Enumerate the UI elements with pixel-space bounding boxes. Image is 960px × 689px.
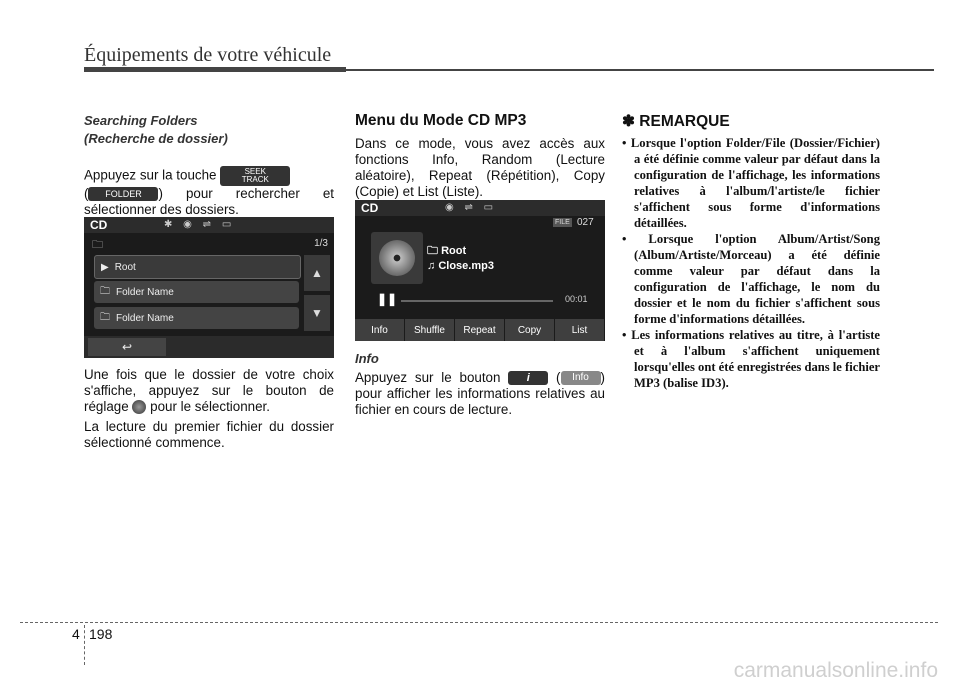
list-item: • Les informations relatives au titre, à l'artiste et à l'album s'affichent uniquement lorsqu'elles ont été enregistrées dans le fichier MP3 (balise ID3).: [622, 328, 881, 390]
header-bar: [84, 67, 346, 72]
info-soft-button: Info: [561, 371, 601, 385]
list-item: • Lorsque l'option Album/Artist/Song (Album/Artiste/Morceau) a été définie comme valeur par défaut dans la configuration de l'affichage, le nom du dossier et le nom du fichier s'affichent sous forme d'informations détaillées.: [622, 232, 880, 326]
column-folder-search: [84, 112, 334, 218]
progress-bar[interactable]: [401, 300, 553, 302]
page-header-title: Équipements de votre véhicule: [84, 44, 332, 66]
scroll-up-button[interactable]: ▲: [304, 255, 330, 291]
column-folder-search-after: [84, 367, 334, 451]
list-item: • Lorsque l'option Folder/File (Dossier/Fichier) a été définie comme valeur par défaut dans la configuration de l'affichage, les informations relatives à l'album/l'artiste/le fichier s'affichent sous forme d'informations détaillées.: [622, 136, 880, 230]
back-button[interactable]: [88, 338, 166, 356]
disc-icon: [379, 240, 415, 276]
current-folder: 🗀 Root: [427, 245, 467, 257]
remark-list: [622, 135, 880, 391]
list-item[interactable]: 🗀 Folder Name: [94, 281, 299, 303]
album-art: [371, 232, 423, 284]
folder-icon: 🗀: [427, 245, 442, 257]
tune-knob-icon: [132, 400, 146, 414]
folder-icon: 🗀: [100, 285, 110, 297]
folder-icon: 🗀: [100, 311, 110, 323]
watermark: carmanualsonline.info: [733, 659, 938, 682]
scroll-down-button[interactable]: ▼: [304, 295, 330, 331]
mp3-playback-screen: [355, 200, 605, 341]
pause-icon[interactable]: ❚❚: [377, 292, 398, 306]
paragraph-menu-intro: Dans ce mode, vous avez accès aux fonctions Info, Random (Lecture aléatoire), Repeat (Répétition), Copy (Copie) et List (Liste).: [355, 136, 605, 199]
remark-title: ✽ REMARQUE: [622, 113, 730, 130]
info-hard-button: i: [508, 371, 548, 385]
column-info: [355, 350, 605, 418]
menu-copy[interactable]: Copy: [505, 319, 554, 341]
folder-button: FOLDER: [88, 187, 158, 201]
paragraph-playback: La lecture du premier fichier du dossier sélectionné commence.: [84, 419, 334, 450]
info-subtitle: Info: [355, 351, 379, 366]
menu-repeat[interactable]: Repeat: [455, 319, 504, 341]
paragraph-info: Appuyez sur le bouton i ( Info ) pour afficher les informations relatives au fichier en cours de lecture.: [355, 370, 605, 417]
column-mp3-menu: [355, 112, 605, 200]
folder-list-screen: [84, 217, 334, 358]
page-number: 198: [89, 626, 113, 642]
back-icon: ↩: [121, 340, 133, 354]
page-indicator: 1/3: [314, 238, 328, 249]
menu-info[interactable]: Info: [355, 319, 404, 341]
list-item[interactable]: ▶ Root: [94, 255, 301, 279]
footer-divider: [84, 625, 85, 665]
paragraph-folder-key: Appuyez sur la touche SEEK TRACK ( FOLDER ) pour rechercher et sélectionner des dossiers.: [84, 167, 334, 217]
list-item[interactable]: 🗀 Folder Name: [94, 307, 299, 329]
mode-menu-bar: [355, 319, 605, 341]
seek-track-button: SEEK TRACK: [220, 166, 290, 186]
column-remark: [622, 112, 880, 391]
menu-list[interactable]: List: [555, 319, 604, 341]
header-rule: [346, 69, 934, 71]
music-note-icon: ♫: [427, 260, 439, 272]
screen-title: CD: [90, 218, 108, 232]
menu-shuffle[interactable]: Shuffle: [405, 319, 454, 341]
paragraph-select: Une fois que le dossier de votre choix s'affiche, appuyez sur le bouton de réglage pour le sélectionner.: [84, 367, 334, 414]
section-subtitle: Searching Folders (Recherche de dossier): [84, 113, 228, 146]
footer-rule: [20, 622, 938, 623]
current-track: ♫ Close.mp3: [427, 260, 494, 272]
screen-title: CD: [361, 201, 379, 215]
play-icon: ▶: [101, 261, 109, 273]
elapsed-time: 00:01: [565, 294, 588, 304]
chapter-number: 4: [72, 626, 80, 642]
status-icons: ✱ ◉ ⇌ ▭: [164, 219, 236, 230]
file-number: 027: [577, 217, 594, 228]
folder-icon: 🗀: [92, 239, 103, 251]
section-heading: Menu du Mode CD MP3: [355, 112, 527, 129]
status-icons: ◉ ⇌ ▭: [445, 202, 498, 213]
file-badge: FILE: [555, 219, 570, 226]
